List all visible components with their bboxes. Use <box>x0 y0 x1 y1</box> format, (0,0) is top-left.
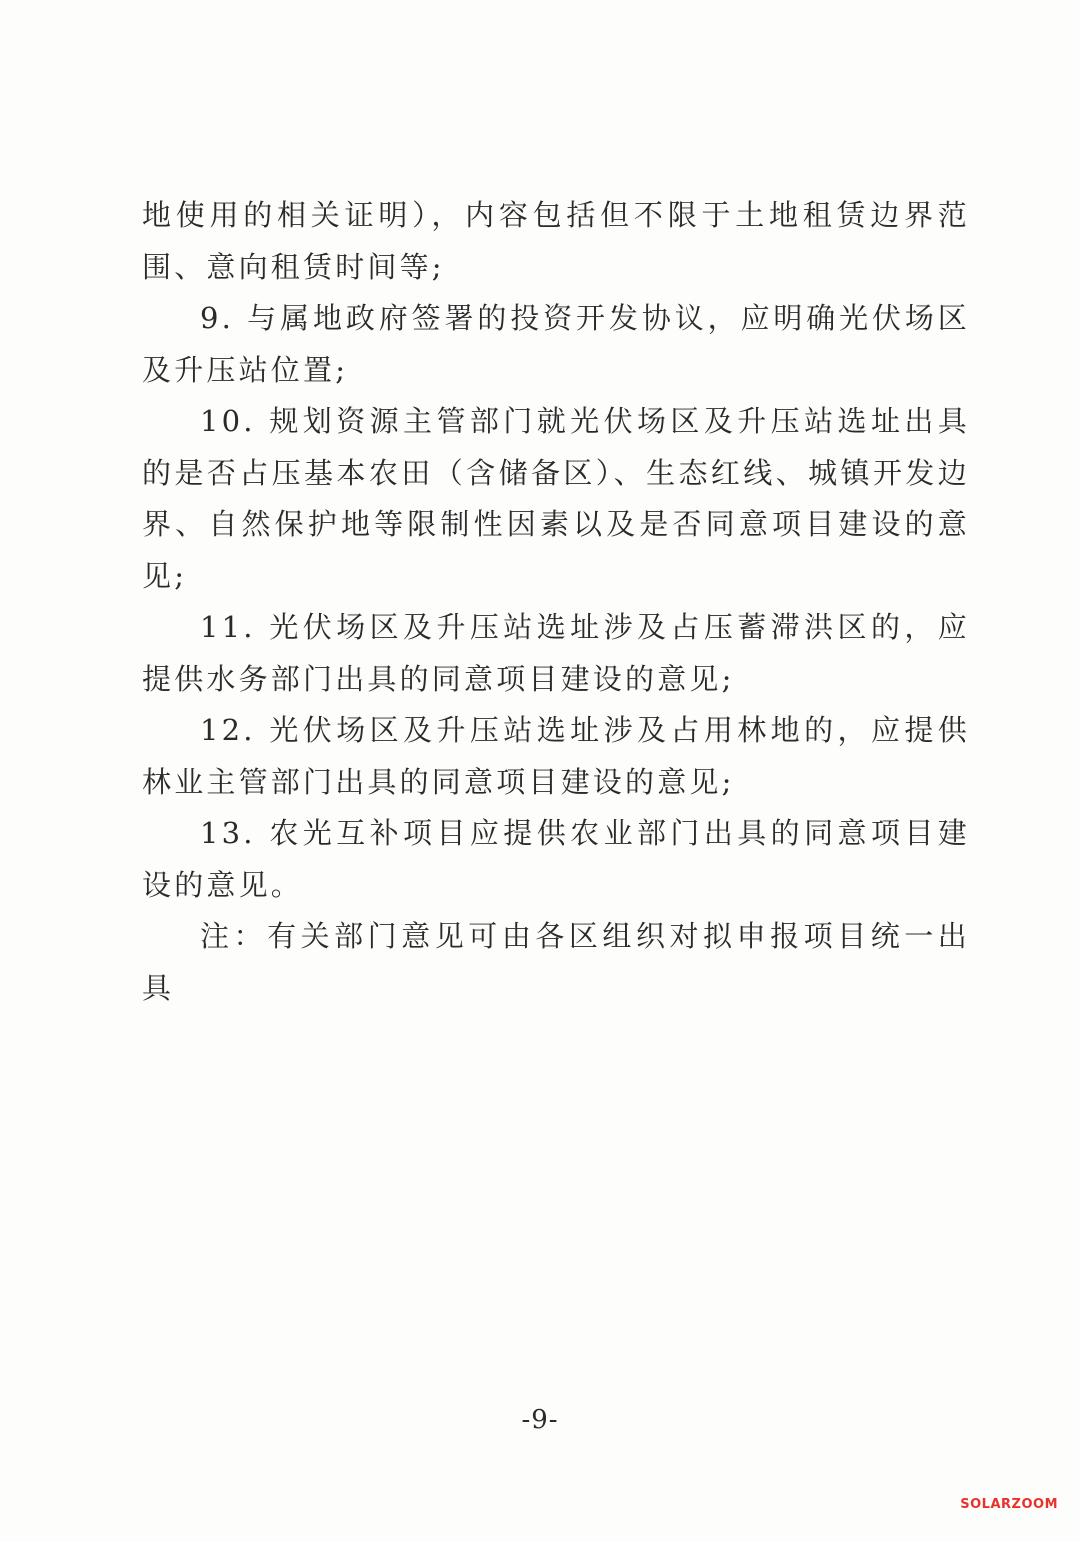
page-number: -9- <box>521 1405 559 1435</box>
body-text <box>142 190 970 1014</box>
paragraph-note: 注：有关部门意见可由各区组织对拟申报项目统一出具 <box>142 919 970 1005</box>
paragraph-land-proof: 地使用的相关证明），内容包括但不限于土地租赁边界范围、意向租赁时间等; <box>142 198 970 284</box>
paragraph-item-13: 13. 农光互补项目应提供农业部门出具的同意项目建设的意见。 <box>142 816 970 902</box>
paragraph-item-9: 9. 与属地政府签署的投资开发协议，应明确光伏场区及升压站位置; <box>142 301 970 387</box>
paragraph-item-12: 12. 光伏场区及升压站选址涉及占用林地的，应提供林业主管部门出具的同意项目建设的意见; <box>142 713 970 799</box>
watermark-logo: SOLARZOOM <box>960 1497 1058 1512</box>
paragraph-item-10: 10. 规划资源主管部门就光伏场区及升压站选址出具的是否占压基本农田（含储备区）、生态红线、城镇开发边界、自然保护地等限制性因素以及是否同意项目建设的意见; <box>142 404 970 593</box>
paragraph-item-11: 11. 光伏场区及升压站选址涉及占压蓄滞洪区的，应提供水务部门出具的同意项目建设的意见; <box>142 610 970 696</box>
